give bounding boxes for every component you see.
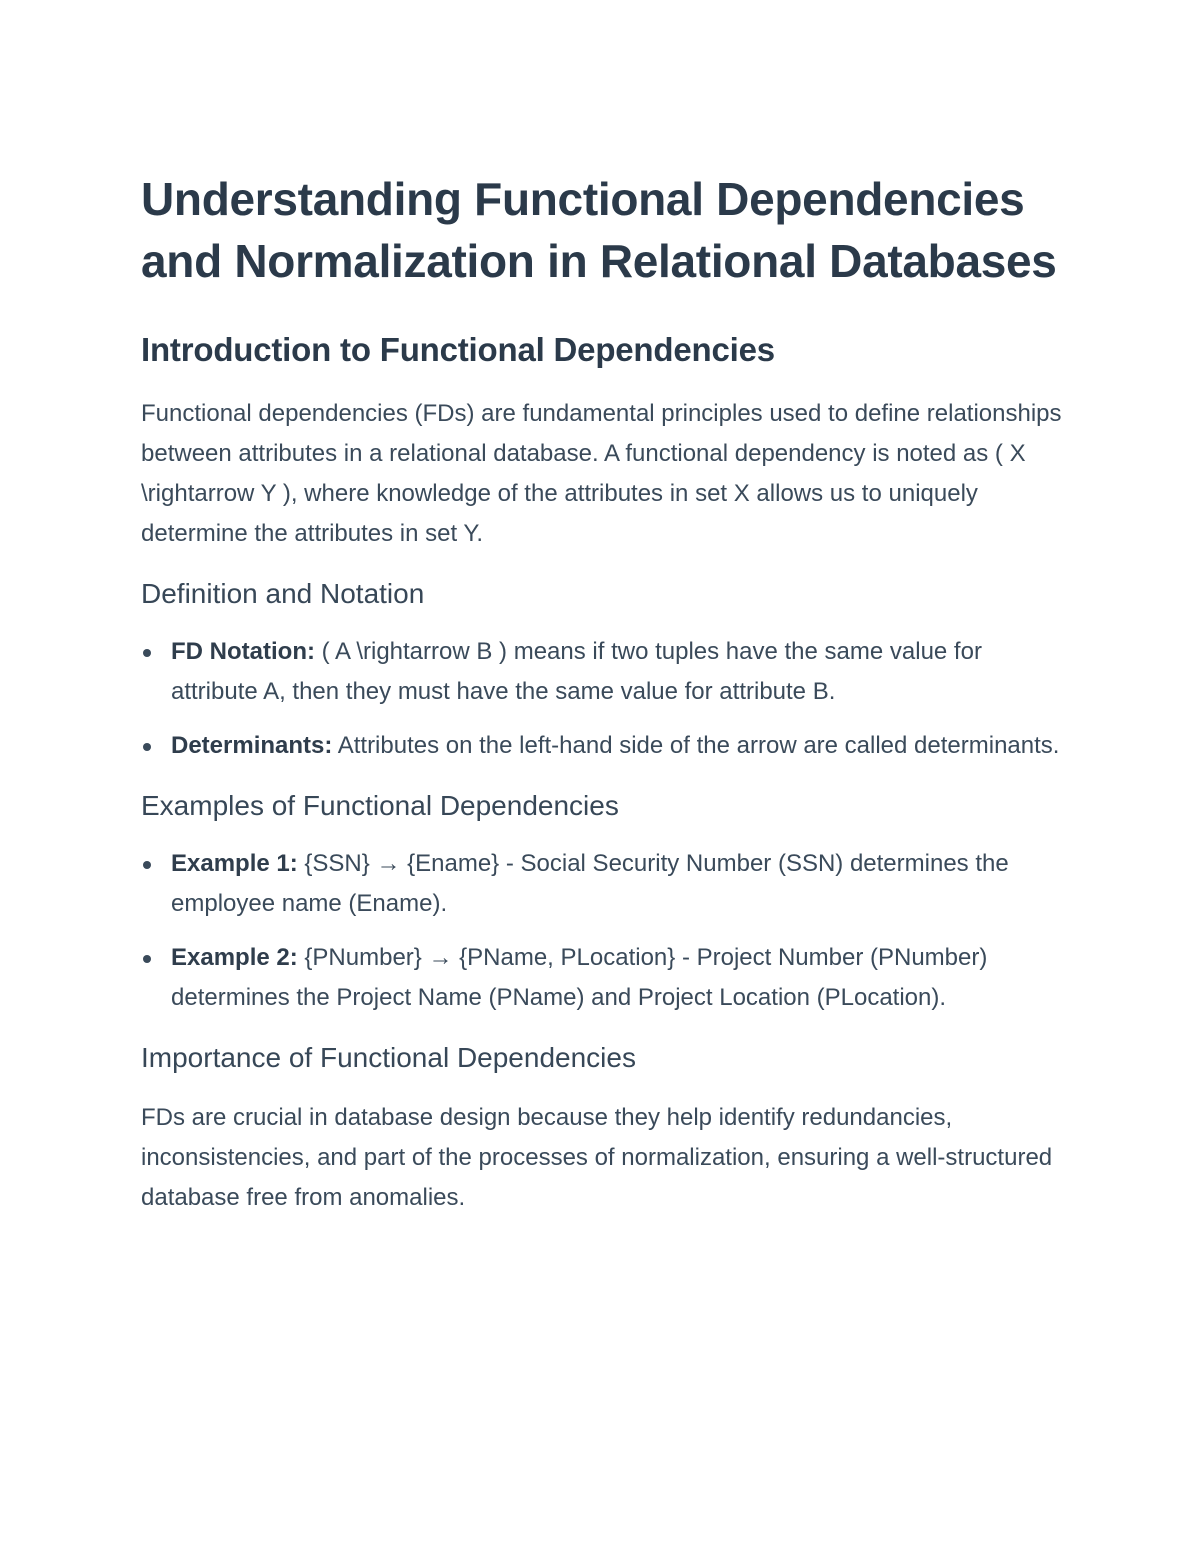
document-title: Understanding Functional Dependencies and Normalization in Relational Databases [141,173,1057,287]
document-page [141,168,1071,1218]
list-item [141,844,1071,924]
examples-list [141,844,1071,1018]
list-item-term: Example 1: [171,850,298,877]
bullet-icon [143,743,151,751]
bullet-icon [143,955,151,963]
importance-heading: Importance of Functional Dependencies [141,1042,636,1073]
definition-list [141,632,1071,766]
list-item [141,938,1071,1018]
list-item-term: FD Notation: [171,638,315,665]
bullet-icon [143,649,151,657]
importance-paragraph: FDs are crucial in database design because they help identify redundancies, inconsistencies, and part of the processes of normalization, ensuring a well-structured database free from anomalies. [141,1104,1053,1211]
bullet-icon [143,861,151,869]
list-item-text: ( A \rightarrow B ) means if two tuples have the same value for attribute A, then they must have the same value for attribute B. [171,638,982,705]
list-item [141,632,1071,712]
intro-paragraph: Functional dependencies (FDs) are fundamental principles used to define relationships between attributes in a relational database. A functional dependency is noted as ( X \rightarrow Y ), where knowledge of the attributes in set X allows us to uniquely determine the attributes in set Y. [141,400,1062,547]
examples-heading: Examples of Functional Dependencies [141,790,619,821]
list-item-term: Example 2: [171,944,298,971]
section-heading: Introduction to Functional Dependencies [141,331,775,368]
list-item-text: {SSN} → {Ename} - Social Security Number (SSN) determines the employee name (Ename). [171,850,1009,917]
list-item-term: Determinants: [171,732,333,759]
list-item [141,726,1071,766]
list-item-text: Attributes on the left-hand side of the arrow are called determinants. [332,732,1060,759]
definition-heading: Definition and Notation [141,578,425,609]
list-item-text: {PNumber} → {PName, PLocation} - Project Number (PNumber) determines the Project Name (PName) and Project Location (PLocation). [171,944,988,1011]
